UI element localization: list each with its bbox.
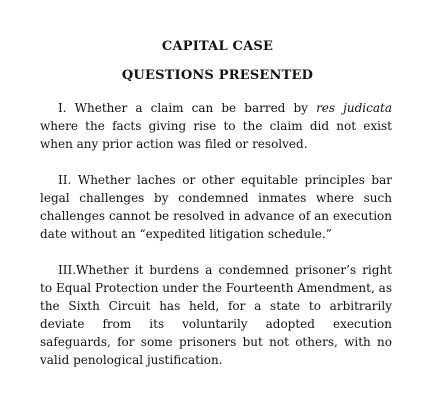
question-2-text: II. Whether laches or other equitable principles bar legal challenges by condemned inmates where such challenges cannot be resolved in advance of an execution date without an “expedited litigation schedule.” <box>40 173 392 241</box>
question-3 <box>40 261 392 369</box>
case-caption: CAPITAL CASE <box>161 39 274 54</box>
section-heading: QUESTIONS PRESENTED <box>121 68 314 83</box>
question-1-emphasis: res judicata <box>316 101 392 115</box>
question-1-text-start: I. Whether a claim can be barred by <box>58 101 317 115</box>
question-1-text-end: where the facts giving rise to the claim did not exist when any prior action was filed or resolved. <box>40 119 392 151</box>
question-2 <box>40 171 392 243</box>
questions-list <box>40 99 392 387</box>
question-1 <box>40 99 392 153</box>
question-3-text: III.Whether it burdens a condemned prisoner’s right to Equal Protection under the Fourteenth Amendment, as the Sixth Circuit has held, for a state to arbitrarily deviate from its voluntarily adopted execution safeguards, for some prisoners but not others, with no valid penological justification. <box>40 263 392 367</box>
